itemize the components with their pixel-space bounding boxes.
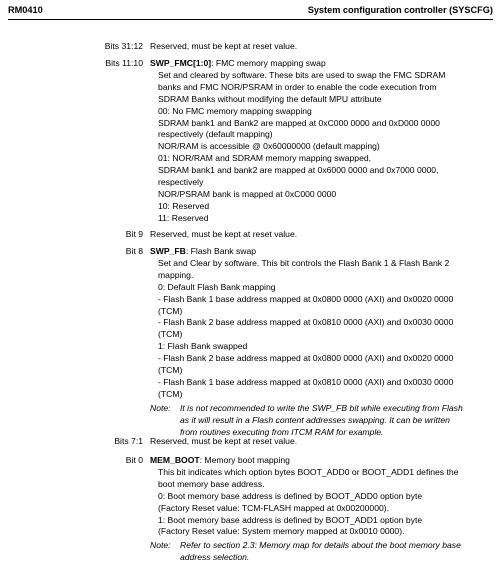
page-header [8, 3, 493, 20]
description-line: This bit indicates which option bytes BOOT_ADD0 or BOOT_ADD1 defines the [158, 466, 459, 477]
note-text [180, 540, 485, 564]
description-line: 1: Boot memory base address is defined by BOOT_ADD1 option byte [158, 514, 423, 525]
description-line: (TCM) [158, 305, 183, 316]
description-line: - Flash Bank 2 base address mapped at 0x0800 0000 (AXI) and 0x0020 0000 [158, 353, 454, 364]
field-title [150, 455, 485, 467]
description-line: respectively [158, 177, 204, 188]
description-line: 01: NOR/RAM and SDRAM memory mapping swapped, [158, 153, 372, 164]
description-line: It is not recommended to write the SWP_FB bit while executing from Flash [180, 402, 463, 413]
field-title-text: : Memory boot mapping [199, 455, 290, 465]
description-line: from routines executing from ITCM RAM for example. [180, 426, 384, 437]
note-block [150, 403, 485, 439]
note-label: Note: [150, 402, 171, 413]
description-line: mapping. [158, 269, 194, 280]
description-line: 0: Boot memory base address is defined by BOOT_ADD0 option byte [158, 490, 423, 501]
description-line: boot memory base address. [158, 478, 265, 489]
field-title-text: : Flash Bank swap [185, 246, 257, 256]
bit-label: Bits 7:1 [114, 436, 143, 446]
description-line: as it will result in a Flash content addresses swapping. It can be written [180, 414, 450, 425]
note-text [180, 403, 485, 439]
description-line: (TCM) [158, 388, 183, 399]
reserved-text: Reserved, must be kept at reset value. [150, 41, 298, 51]
bit-label: Bit 8 [125, 246, 143, 256]
bit-label: Bit 0 [125, 455, 143, 465]
note-block [150, 540, 485, 564]
description-line: Set and Clear by software. This bit controls the Flash Bank 1 & Flash Bank 2 [158, 257, 450, 268]
description-line: 0: Default Flash Bank mapping [158, 281, 276, 292]
bit-label: Bits 11:10 [105, 58, 143, 68]
field-title [150, 246, 485, 258]
reserved-text: Reserved, must be kept at reset value. [150, 229, 298, 239]
description-line: (TCM) [158, 365, 183, 376]
field-name: SWP_FMC[1:0] [150, 58, 212, 68]
description-line: - Flash Bank 1 base address mapped at 0x0800 0000 (AXI) and 0x0020 0000 [158, 293, 454, 304]
description-line: (Factory Reset value: System memory mapped at 0x0010 0000). [158, 526, 405, 537]
field-name: MEM_BOOT [150, 455, 200, 465]
description-line: 11: Reserved [158, 212, 209, 223]
field-title-text: : FMC memory mapping swap [211, 58, 326, 68]
bit-label: Bits 31:12 [104, 41, 143, 51]
description-line: - Flash Bank 2 base address mapped at 0x0810 0000 (AXI) and 0x0030 0000 [158, 317, 454, 328]
field-name: SWP_FB [150, 246, 186, 256]
field-title [150, 58, 485, 70]
reserved-text: Reserved, must be kept at reset value. [150, 436, 298, 446]
description-line: address selection. [180, 552, 250, 563]
description-line: (Factory Reset value: TCM-FLASH mapped at 0x00200000). [158, 502, 390, 513]
field-description [150, 70, 485, 225]
description-line: NOR/PSRAM bank is mapped at 0xC000 0000 [158, 188, 337, 199]
description-line: SDRAM Banks without modifying the default MPU attribute [158, 93, 382, 104]
description-line: - Flash Bank 1 base address mapped at 0x0810 0000 (AXI) and 0x0030 0000 [158, 376, 454, 387]
description-line: SDRAM bank1 and Bank2 are mapped at 0xC000 0000 and 0xD000 0000 [158, 117, 440, 128]
field-description [150, 467, 485, 538]
description-line: NOR/RAM is accessible @ 0x60000000 (default mapping) [158, 141, 380, 152]
description-line: Refer to section 2.3: Memory map for details about the boot memory base [180, 540, 461, 551]
description-line: banks and FMC NOR/PSRAM in order to enable the code execution from [158, 81, 437, 92]
description-line: (TCM) [158, 329, 183, 340]
doc-id: RM0410 [8, 5, 43, 15]
section-title: System configuration controller (SYSCFG) [307, 5, 493, 15]
description-line: SDRAM bank1 and bank2 are mapped at 0x6000 0000 and 0x7000 0000, [158, 165, 439, 176]
description-line: 00: No FMC memory mapping swapping [158, 105, 312, 116]
bit-label: Bit 9 [125, 229, 143, 239]
description-line: 1: Flash Bank swapped [158, 341, 248, 352]
description-line: respectively (default mapping) [158, 129, 273, 140]
description-line: 10: Reserved [158, 200, 210, 211]
field-description [150, 258, 485, 401]
description-line: Set and cleared by software. These bits are used to swap the FMC SDRAM [158, 69, 446, 80]
note-label: Note: [150, 540, 171, 551]
